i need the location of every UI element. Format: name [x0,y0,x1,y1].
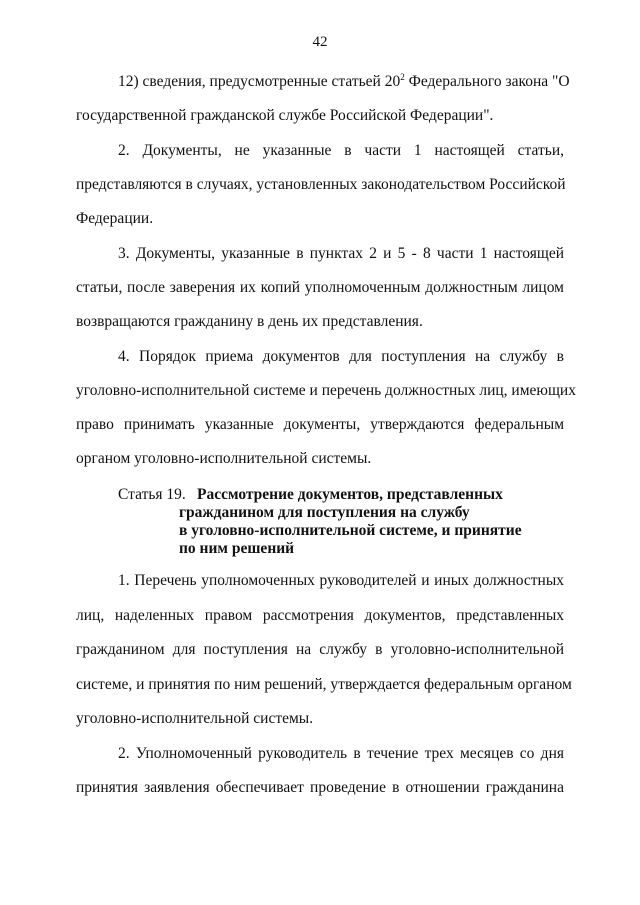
item-12-superscript: 2 [400,72,405,82]
article-title-line-3: в уголовно-исполнительной системе, и принятие [179,522,522,539]
article-number: Статья 19. [118,486,186,503]
para-2-line-3: Федерации. [76,210,154,227]
item-12-line-2: государственной гражданской службе Российской Федерации". [76,107,494,124]
article-title-line-4: по ним решений [179,540,295,557]
art-para-1-line-5: уголовно-исполнительной системы. [76,710,314,727]
item-12-text-b: Федерального закона "О [404,73,570,90]
para-4-line-4: органом уголовно-исполнительной системы. [76,450,372,467]
article-title-line-1: Рассмотрение документов, представленных [197,486,503,503]
para-3-line-3: возвращаются гражданину в день их представления. [76,313,423,330]
art-para-1-line-4: системе, и принятия по ним решений, утверждается федеральным органом [76,676,572,693]
article-title-line-2: гражданином для поступления на службу [179,504,470,521]
art-para-2-line-2: принятия заявления обеспечивает проведение в отношении гражданина [76,779,564,796]
item-12-line-1 [118,72,570,92]
para-2-line-2: представляются в случаях, установленных законодательством Российской [76,176,566,193]
para-3-line-2: статьи, после заверения их копий уполномоченным должностным лицом [76,279,564,296]
para-4-line-1: 4. Порядок приема документов для поступления на службу в [118,348,564,365]
art-para-1-line-1: 1. Перечень уполномоченных руководителей и иных должностных [118,572,564,589]
para-4-line-3: право принимать указанные документы, утверждаются федеральным [76,416,564,433]
para-3-line-1: 3. Документы, указанные в пунктах 2 и 5 - 8 части 1 настоящей [118,245,564,262]
page-number: 42 [312,34,328,50]
art-para-1-line-2: лиц, наделенных правом рассмотрения документов, представленных [76,607,564,624]
para-4-line-2: уголовно-исполнительной системе и перечень должностных лиц, имеющих [76,382,576,399]
art-para-1-line-3: гражданином для поступления на службу в уголовно-исполнительной [76,641,564,658]
para-2-line-1: 2. Документы, не указанные в части 1 настоящей статьи, [118,142,564,159]
item-12-text-a: 12) сведения, предусмотренные статьей 20 [118,73,401,90]
art-para-2-line-1: 2. Уполномоченный руководитель в течение трех месяцев со дня [118,745,564,762]
